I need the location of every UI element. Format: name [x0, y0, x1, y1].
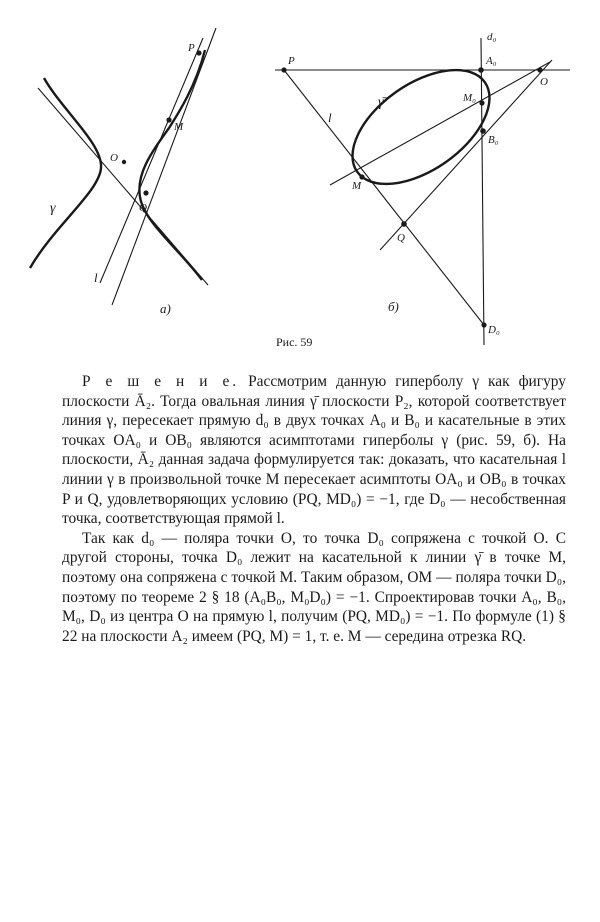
point-M: [166, 117, 171, 122]
point-M-b: [359, 174, 364, 179]
point-O: [122, 160, 126, 164]
point-A0: [478, 67, 484, 73]
label-l: l: [94, 270, 98, 285]
figure-svg: [0, 0, 600, 360]
label-gamma: γ: [50, 201, 56, 216]
figure-59: [0, 0, 600, 360]
label-A0: A₀: [486, 55, 497, 67]
line-d0: [481, 38, 484, 345]
label-M: M: [174, 121, 184, 133]
line-P-D0: [284, 70, 484, 325]
paragraph-solution: [62, 372, 566, 529]
panel-a-sublabel: а): [160, 301, 171, 316]
paragraph-proof: Так как d₀ — поляра точки O, то точка D₀ сопряжена с точкой O. С другой стороны, точка D₀ лежит на касательной к линии γ̄ в точке M, поэтому она сопряжена с точкой M. Таким образом, OM — поляра точки D₀, поэтому по теореме 2 § 18 (A₀B₀, M₀D₀) = −1. Спроектировав точки A₀, B₀, M₀, D₀ из центра O на прямую l, получим (PQ, MD₀) = −1. По формуле (1) § 22 на плоскости A₂ имеем (PQ, M) = 1, т. е. M — середина отрезка RQ.: [62, 529, 566, 645]
solution-heading: Р е ш е н и е.: [82, 373, 240, 390]
point-P-b: [281, 67, 286, 72]
label-B0: B₀: [488, 134, 499, 146]
label-gamma-bar: γ̄: [378, 95, 384, 110]
label-M-b: M: [352, 180, 362, 192]
figure-caption: Рис. 59: [276, 335, 313, 349]
hyperbola-left-branch: [30, 78, 101, 268]
label-d0: d₀: [487, 31, 497, 43]
point-Q-b: [401, 221, 407, 227]
point-Q: [143, 190, 148, 195]
asymptote-2: [112, 28, 216, 305]
body-text: [62, 372, 566, 646]
point-P: [196, 50, 201, 55]
label-D0: D₀: [488, 324, 500, 336]
label-Q: Q: [139, 202, 147, 214]
label-l-b: l: [328, 110, 332, 125]
panel-b-sublabel: б): [388, 299, 399, 314]
label-P: P: [188, 42, 195, 54]
panel-a-labels: [50, 42, 195, 316]
point-D0: [481, 322, 486, 327]
panel-b: [275, 38, 570, 345]
point-M0: [479, 100, 484, 105]
label-O-b: O: [540, 76, 548, 88]
panel-a: [30, 28, 216, 305]
label-Q-b: Q: [397, 232, 405, 244]
label-P-b: P: [288, 55, 295, 67]
label-M0: M₀: [463, 92, 476, 104]
point-O-b: [537, 67, 542, 72]
panel-b-labels: [287, 31, 548, 336]
label-O: O: [110, 152, 118, 164]
paragraph-solution-body: Рассмотрим данную гиперболу γ как фигуру плоскости Ā₂. Тогда овальная линия γ̄ плоскости P₂, которой соответствует линия γ, пересекает прямую d₀ в двух точках A₀ и B₀ и касательные в этих точках OA₀ и OB₀ являются асимптотами гиперболы γ (рис. 59, б). На плоскости, Ā₂ данная задача формулируется так: доказать, что касательная l линии γ в произвольной точке M пересекает асимптоты OA₀ и OB₀ в точках P и Q, удовлетворяющих условию (PQ, MD₀) = −1, где D₀ — несобственная точка, соответствующая прямой l.: [62, 373, 566, 528]
line-OQ: [380, 60, 552, 250]
point-B0: [480, 128, 486, 134]
